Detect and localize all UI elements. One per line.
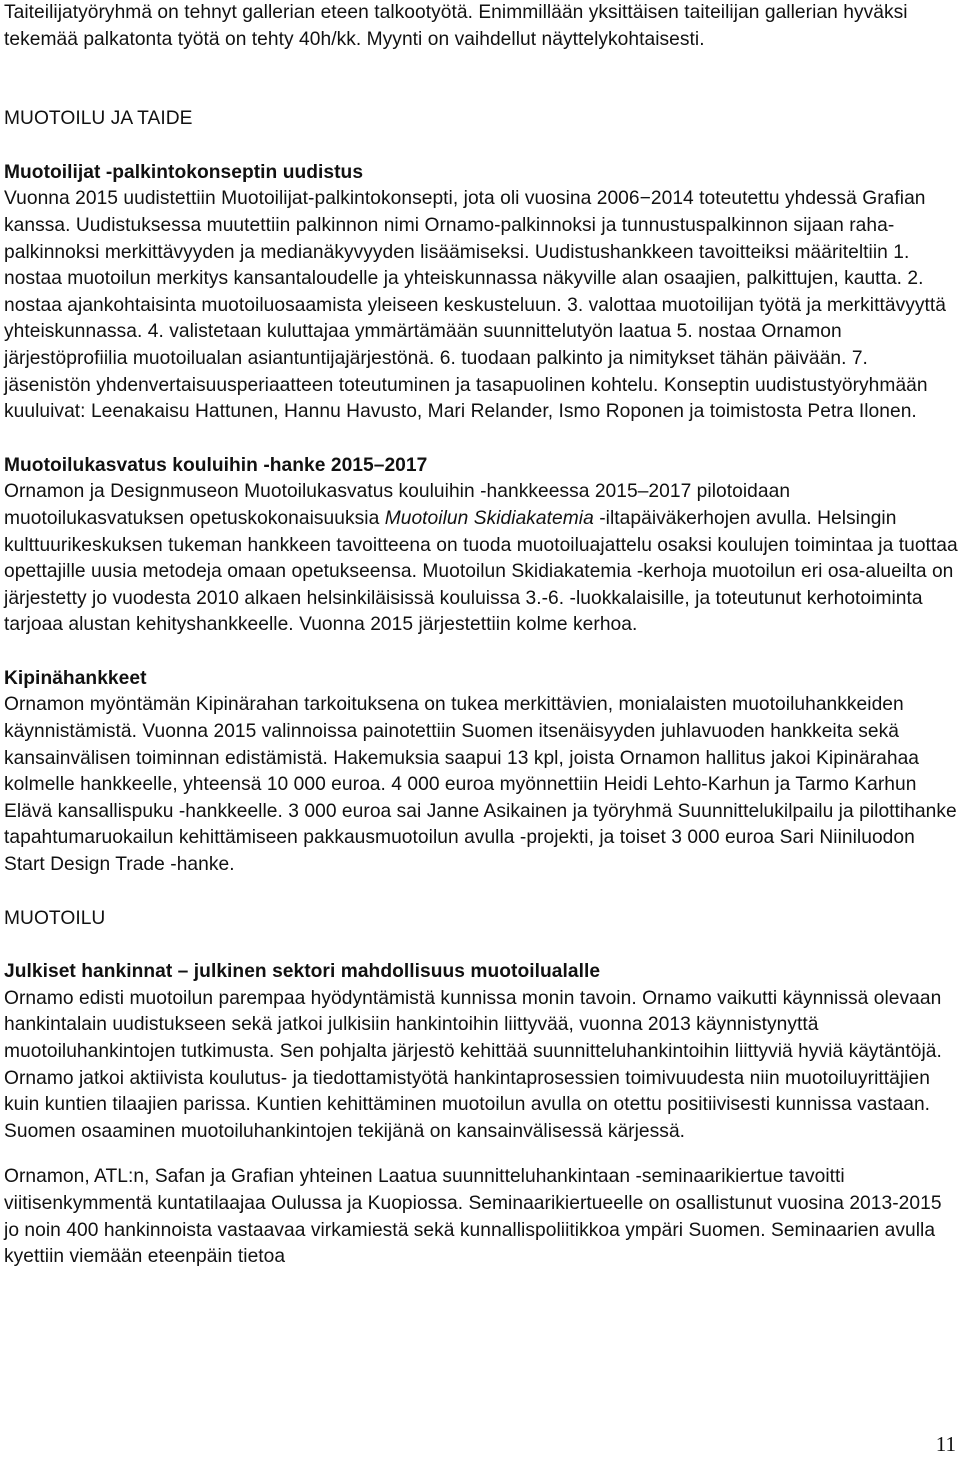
intro-paragraph: Taiteilijatyöryhmä on tehnyt gallerian eteen talkootyötä. Enimmillään yksittäisen taiteilijan gallerian hyväksi tekemää palkatonta työtä on tehty 40h/kk. Myynti on vaihdellut näyttelykohtaisesti. [4,2,908,50]
procurement-section [4,959,960,1271]
designer-award-section [4,160,960,426]
designer-award-heading: Muotoilijat -palkintokonseptin uudistus [4,161,364,183]
design-education-text-start: Ornamon ja Designmuseon Muotoilukasvatus kouluihin -hankkeessa 2015–2017 pilotoidaan muotoilukasvatuksen opetuskokonaisuuksia [4,481,791,529]
procurement-paragraph: Ornamo edisti muotoilun parempaa hyödyntämistä kunnissa monin tavoin. Ornamo vaikutti käynnissä olevaan hankintalain uudistukseen sekä jatkoi julkisiin hankintoihin liittyvää, vuonna 2013 käynnistynyttä muotoiluhankintojen tutkimusta. Sen pohjalta järjestö kehittää suunnitteluhankintoihin liittyviä hyviä käytäntöjä. Ornamo jatkoi aktiivista koulutus- ja tiedottamistyötä hankintaprosessien toimivuudesta niin muotoiluyrittäjien kuin kuntien tilaajien parissa. Kuntien kehittäminen muotoilun avulla on otettu positiivisesti kunnissa vastaan. Suomen osaaminen muotoiluhankintojen tekijänä on kansainvälisessä kärjessä. [4,987,942,1142]
skidiakatemia-italic-title: Muotoilun Skidiakatemia [384,507,594,529]
section-title-design-and-art: MUOTOILU JA TAIDE [4,108,193,130]
kipina-paragraph: Ornamon myöntämän Kipinärahan tarkoituksena on tukea merkittävien, monialaisten muotoiluhankkeiden käynnistämistä. Vuonna 2015 valinnoissa painotettiin Suomen itsenäisyyden juhlavuoden hankkeita sekä kansainvälisen toiminnan edistämistä. Hakemuksia saapui 13 kpl, joista Ornamon hallitus jakoi Kipinärahaa kolmelle hankkeelle, yhteensä 10 000 euroa. 4 000 euroa myönnettiin Heidi Lehto-Karhun ja Tarmo Karhun Elävä kansallispuku -hankkeelle. 3 000 euroa sai Janne Asikainen ja työryhmä Suunnittelukilpailu ja pilottihanke tapahtumaruokailun kehittämiseen pakkausmuotoilun avulla -projekti, ja toiset 3 000 euroa Sari Niiniluodon Start Design Trade -hanke. [4,694,957,876]
section-title-design: MUOTOILU [4,907,106,929]
document-page [4,0,960,1271]
kipina-heading: Kipinähankkeet [4,667,147,689]
design-education-paragraph [4,479,960,639]
procurement-heading: Julkiset hankinnat – julkinen sektori mahdollisuus muotoilualalle [4,961,601,983]
page-number: 11 [935,1432,956,1456]
design-education-heading: Muotoilukasvatus kouluihin -hanke 2015–2017 [4,454,428,476]
design-education-section [4,453,960,639]
design-education-text-end: -iltapäiväkerhojen avulla. Helsingin kulttuurikeskuksen tukeman hankkeen tavoitteena on tuoda muotoiluajattelu osaksi koulujen toimintaa ja tuottaa opettajille uusia metodeja omaan opetukseensa. Muotoilun Skidiakatemia -kerhoja muotoilun eri osa-alueilta on järjestetty jo vuodesta 2010 alkaen helsinkiläisissä kouluissa 3.-6. -luokkalaisille, ja toteutunut kerhotoiminta tarjoaa alustan kehityshankkeelle. Vuonna 2015 järjestettiin kolme kerhoa. [4,507,958,636]
designer-award-paragraph: Vuonna 2015 uudistettiin Muotoilijat-palkintokonsepti, jota oli vuosina 2006−2014 toteutettu yhdessä Grafian kanssa. Uudistuksessa muutettiin palkinnon nimi Ornamo-palkinnoksi ja tunnustuspalkinnon sijaan raha-palkinnoksi merkittävyyden ja medianäkyvyyden lisäämiseksi. Uudistushankkeen tavoitteiksi määriteltiin 1. nostaa muotoilun merkitys kansantaloudelle ja yhteiskunnassa näkyville alan osaajien, palkittujen, kautta. 2. nostaa ajankohtaisinta muotoiluosaamista yleiseen keskusteluun. 3. valottaa muotoilijan työtä ja merkittävyyttä yhteiskunnassa. 4. valistetaan kuluttajaa ymmärtämään suunnittelutyön laatua 5. nostaa Ornamon järjestöprofiilia muotoilualan asiantuntijajärjestönä. 6. tuodaan palkinto ja nimitykset tähän päivään. 7. jäsenistön yhdenvertaisuusperiaatteen toteutuminen ja tasapuolinen kohtelu. Konseptin uudistustyöryhmään kuuluivat: Leenakaisu Hattunen, Hannu Havusto, Mari Relander, Ismo Roponen ja toimistosta Petra Ilonen. [4,188,946,423]
seminar-paragraph: Ornamon, ATL:n, Safan ja Grafian yhteinen Laatua suunnitteluhankintaan -seminaarikiertue tavoitti viitisenkymmentä kuntatilaajaa Oulussa ja Kuopiossa. Seminaarikiertueelle on osallistunut vuosina 2013-2015 jo noin 400 hankinnoista vastaavaa virkamiestä sekä kunnallispoliitikkoa ympäri Suomen. Seminaarien avulla kyettiin viemään eteenpäin tietoa [4,1166,942,1268]
kipina-section [4,666,960,879]
